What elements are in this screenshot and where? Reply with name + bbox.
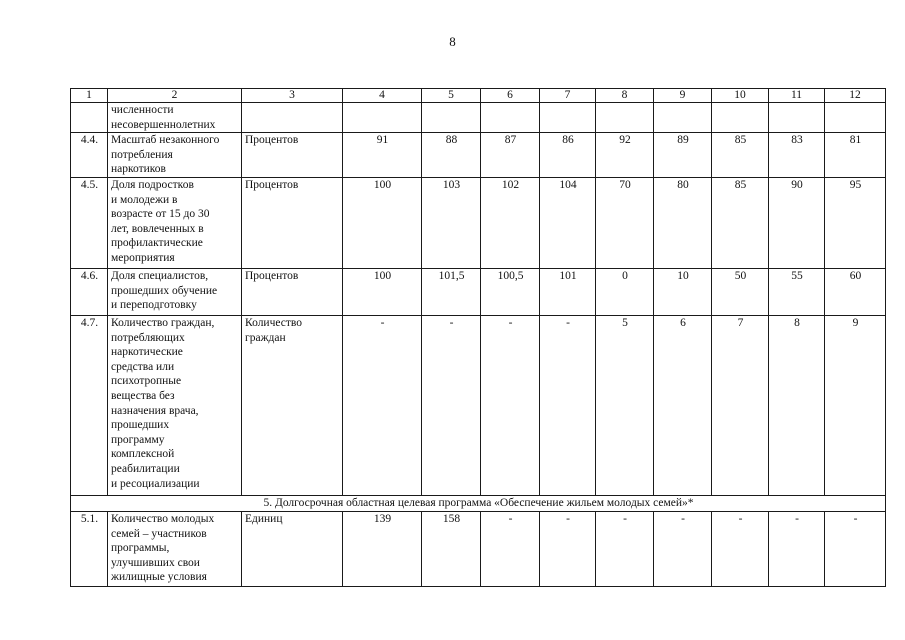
row-number: 4.7. — [71, 315, 108, 495]
indicator-line: жилищные условия — [111, 571, 207, 584]
value-col-8: 5 — [596, 315, 654, 495]
column-header-11: 11 — [769, 89, 825, 103]
unit-of-measure — [242, 103, 343, 133]
value-col-10: 85 — [712, 133, 769, 178]
indicator-name — [108, 133, 242, 178]
indicator-line: средства или — [111, 360, 175, 373]
value-col-6 — [481, 103, 540, 133]
unit-of-measure — [242, 268, 343, 315]
column-header-9: 9 — [654, 89, 712, 103]
indicator-line: потребления — [111, 148, 173, 161]
unit-of-measure — [242, 315, 343, 495]
indicators-table — [70, 88, 886, 587]
table-row — [71, 133, 886, 178]
table-row — [71, 315, 886, 495]
indicator-line: и переподготовку — [111, 299, 197, 312]
value-col-10 — [712, 103, 769, 133]
indicator-name — [108, 103, 242, 133]
value-col-12: 81 — [825, 133, 886, 178]
indicator-name — [108, 315, 242, 495]
indicator-line: вещества без — [111, 389, 175, 402]
value-col-9: 89 — [654, 133, 712, 178]
value-col-7: 104 — [540, 177, 596, 268]
value-col-8: 0 — [596, 268, 654, 315]
indicator-line: мероприятия — [111, 251, 175, 264]
unit-line: Единиц — [245, 512, 283, 525]
value-col-4 — [343, 103, 422, 133]
table-row — [71, 177, 886, 268]
indicator-name — [108, 177, 242, 268]
value-col-8: 92 — [596, 133, 654, 178]
indicator-line: численности — [111, 104, 174, 116]
value-col-11: 83 — [769, 133, 825, 178]
page-number: 8 — [449, 34, 456, 49]
value-col-12: 95 — [825, 177, 886, 268]
indicator-line: прошедших обучение — [111, 284, 218, 297]
indicator-line: назначения врача, — [111, 404, 199, 417]
value-col-8: - — [596, 511, 654, 586]
indicator-name — [108, 268, 242, 315]
indicator-line: улучшивших свои — [111, 556, 200, 569]
column-header-5: 5 — [422, 89, 481, 103]
value-col-5: - — [422, 315, 481, 495]
value-col-7: - — [540, 511, 596, 586]
unit-of-measure — [242, 177, 343, 268]
indicator-line: и ресоциализации — [111, 477, 200, 490]
value-col-9: 10 — [654, 268, 712, 315]
value-col-4: 91 — [343, 133, 422, 178]
column-header-10: 10 — [712, 89, 769, 103]
value-col-8 — [596, 103, 654, 133]
value-col-10: - — [712, 511, 769, 586]
value-col-6: 100,5 — [481, 268, 540, 315]
value-col-12: - — [825, 511, 886, 586]
indicator-line: Количество молодых — [111, 512, 215, 525]
value-col-4: 100 — [343, 268, 422, 315]
value-col-11: - — [769, 511, 825, 586]
value-col-11: 55 — [769, 268, 825, 315]
unit-of-measure — [242, 511, 343, 586]
value-col-12: 60 — [825, 268, 886, 315]
column-header-1: 1 — [71, 89, 108, 103]
column-header-3: 3 — [242, 89, 343, 103]
value-col-6: 87 — [481, 133, 540, 178]
column-header-6: 6 — [481, 89, 540, 103]
column-header-7: 7 — [540, 89, 596, 103]
indicator-line: лет, вовлеченных в — [111, 222, 204, 235]
value-col-5: 158 — [422, 511, 481, 586]
value-col-7 — [540, 103, 596, 133]
value-col-12: 9 — [825, 315, 886, 495]
indicator-line: психотропные — [111, 375, 182, 388]
indicator-line: комплексной — [111, 448, 175, 461]
row-number: 4.4. — [71, 133, 108, 178]
column-header-4: 4 — [343, 89, 422, 103]
table-row — [71, 268, 886, 315]
row-number: 4.5. — [71, 177, 108, 268]
value-col-10: 50 — [712, 268, 769, 315]
indicator-line: реабилитации — [111, 462, 180, 475]
value-col-10: 7 — [712, 315, 769, 495]
table-header-row — [71, 89, 886, 103]
indicator-name — [108, 511, 242, 586]
indicator-line: Количество граждан, — [111, 316, 215, 329]
value-col-4: 139 — [343, 511, 422, 586]
indicator-line: наркотические — [111, 346, 183, 359]
value-col-7: 101 — [540, 268, 596, 315]
value-col-11 — [769, 103, 825, 133]
section-title: 5. Долгосрочная областная целевая программа «Обеспечение жильем молодых семей»* — [71, 495, 886, 511]
indicator-line: и молодежи в — [111, 193, 178, 206]
value-col-9: - — [654, 511, 712, 586]
indicator-line: программу — [111, 433, 165, 446]
value-col-12 — [825, 103, 886, 133]
value-col-6: - — [481, 315, 540, 495]
value-col-9: 80 — [654, 177, 712, 268]
indicator-line: наркотиков — [111, 163, 166, 176]
column-header-12: 12 — [825, 89, 886, 103]
section-row — [71, 495, 886, 511]
row-number — [71, 103, 108, 133]
table-body — [71, 89, 886, 587]
value-col-5 — [422, 103, 481, 133]
indicator-line: потребляющих — [111, 331, 185, 344]
value-col-11: 8 — [769, 315, 825, 495]
indicator-line: несовершеннолетних — [111, 118, 216, 131]
table-row — [71, 103, 886, 133]
indicator-line: Доля специалистов, — [111, 269, 209, 282]
value-col-9 — [654, 103, 712, 133]
value-col-6: - — [481, 511, 540, 586]
indicator-line: Доля подростков — [111, 178, 194, 191]
value-col-7: 86 — [540, 133, 596, 178]
value-col-11: 90 — [769, 177, 825, 268]
indicator-line: возрасте от 15 до 30 — [111, 208, 210, 221]
value-col-6: 102 — [481, 177, 540, 268]
value-col-7: - — [540, 315, 596, 495]
value-col-4: 100 — [343, 177, 422, 268]
unit-line: Процентов — [245, 178, 299, 191]
unit-line: Процентов — [245, 134, 299, 147]
table-row — [71, 511, 886, 586]
unit-line: Количество — [245, 316, 302, 329]
value-col-9: 6 — [654, 315, 712, 495]
unit-line: граждан — [245, 331, 286, 344]
value-col-5: 88 — [422, 133, 481, 178]
column-header-2: 2 — [108, 89, 242, 103]
value-col-4: - — [343, 315, 422, 495]
unit-of-measure — [242, 133, 343, 178]
indicator-line: семей – участников — [111, 527, 207, 540]
indicator-line: профилактические — [111, 237, 203, 250]
value-col-5: 101,5 — [422, 268, 481, 315]
indicator-line: прошедших — [111, 419, 170, 432]
column-header-8: 8 — [596, 89, 654, 103]
indicator-line: Масштаб незаконного — [111, 134, 220, 147]
row-number: 4.6. — [71, 268, 108, 315]
value-col-10: 85 — [712, 177, 769, 268]
indicator-line: программы, — [111, 542, 170, 555]
value-col-8: 70 — [596, 177, 654, 268]
unit-line: Процентов — [245, 269, 299, 282]
row-number: 5.1. — [71, 511, 108, 586]
value-col-5: 103 — [422, 177, 481, 268]
